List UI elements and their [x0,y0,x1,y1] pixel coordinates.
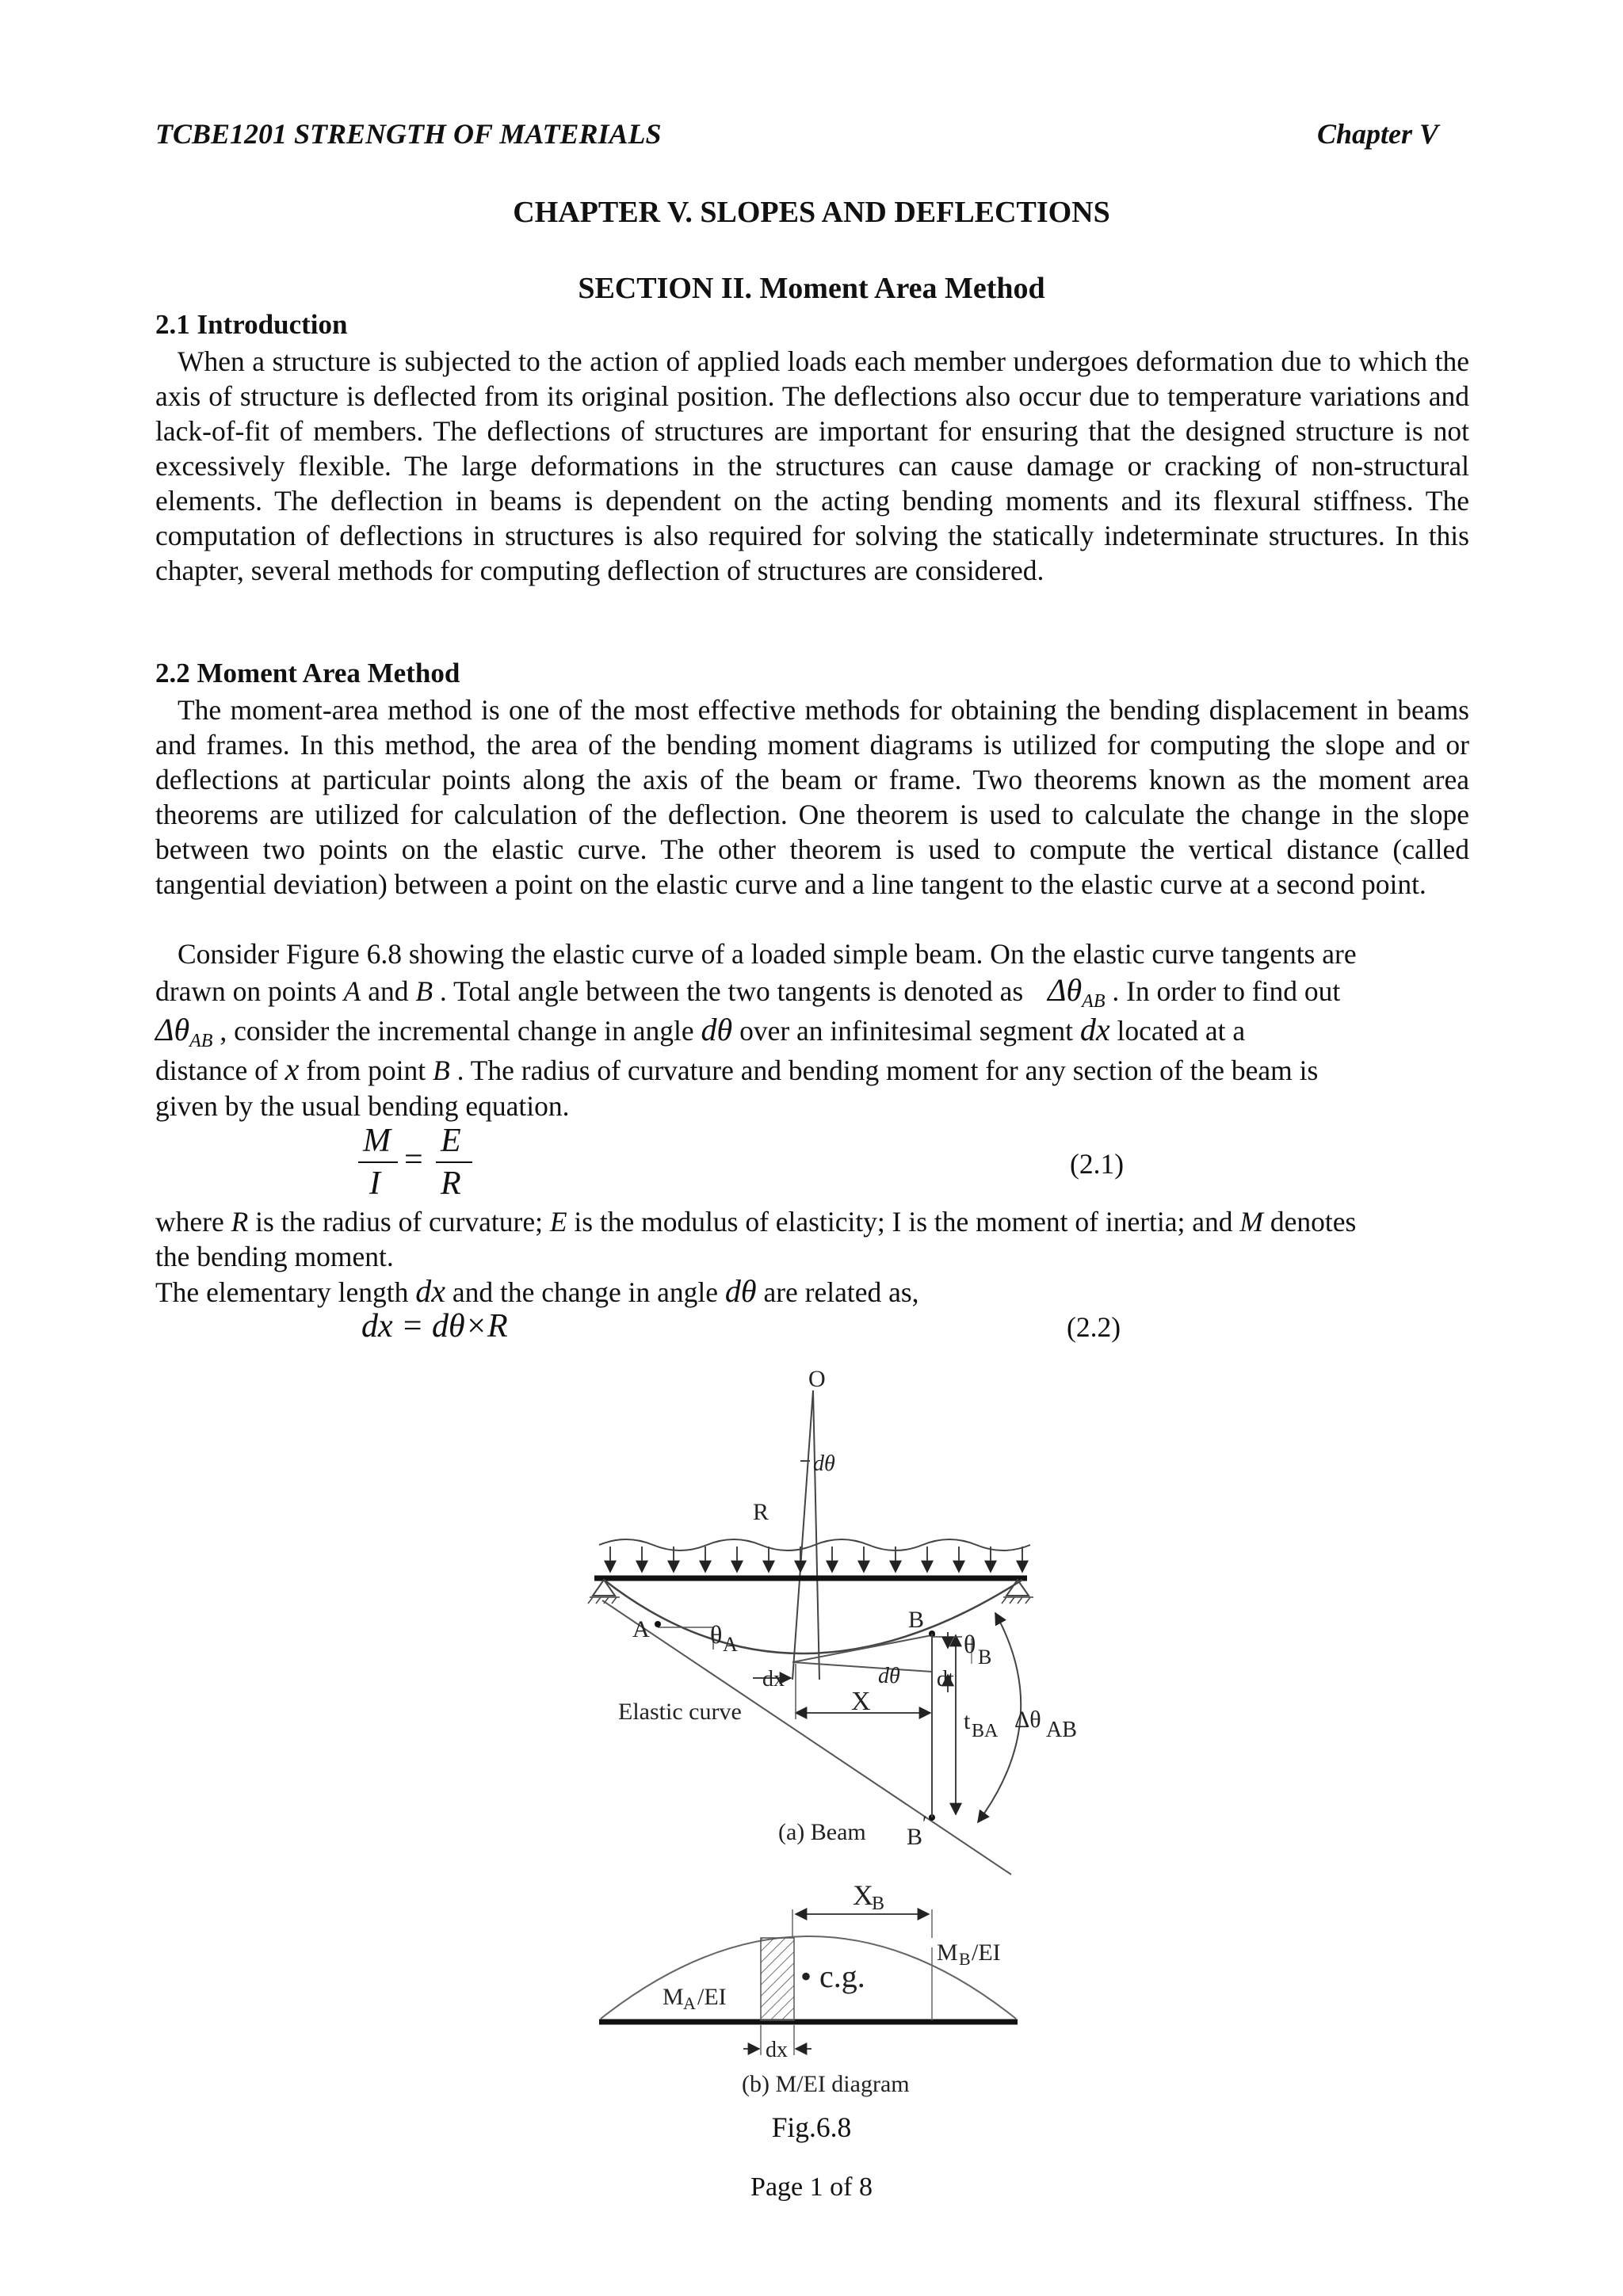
label-tba-sub: BA [972,1721,999,1741]
para2-text: . Total angle between the two tangents is denoted as [433,975,1031,1007]
where-text: denotes [1262,1206,1357,1238]
label-ma: M [663,1984,684,2010]
where-text: is the modulus of elasticity; I is the moment of inertia; and [567,1206,1240,1238]
label-theta-a: θ [710,1620,723,1649]
moment-area-paragraph: The moment-area method is one of the most effective methods for obtaining the bending displacement in beams and frames. In this method, the area of the bending moment diagrams is utilized for computing the slope and or deflections at particular points along the axis of the beam or frame. Two theorems known as the moment area theorems are utilized for calculation of the deflection. One theorem is used to calculate the change in the slope between two points on the elastic curve. The other theorem is used to compute the vertical distance (called tangential deviation) between a point on the elastic curve and a line tangent to the elastic curve at a second point. [155,694,1469,900]
delta-theta-symbol: Δθ [1048,972,1083,1008]
figure-caption: Fig.6.8 [771,2111,852,2143]
label-mb: M [937,1939,958,1966]
label-xb-sub: B [872,1894,885,1914]
radius-line-right [813,1390,819,1680]
label-elastic-curve: Elastic curve [618,1699,742,1725]
point-b-text: B [415,975,433,1007]
label-xb: X [853,1879,873,1911]
elem-text: The elementary length [155,1276,416,1308]
elastic-curve [604,1580,1022,1653]
dtheta-symbol: dθ [701,1012,733,1047]
para2-text: and [361,975,416,1007]
label-delta-theta-ab-sub: AB [1046,1718,1077,1742]
where-e: E [549,1206,567,1238]
equation-2-2: dx = dθ×R [361,1308,508,1344]
label-b: B [908,1607,925,1633]
elem-text: and the change in angle [445,1276,725,1308]
radius-line-left [792,1390,813,1680]
dx-strip [761,1938,794,2020]
label-cg: • c.g. [800,1958,865,1994]
label-r: R [753,1499,769,1525]
label-theta-b-sub: B [978,1646,992,1669]
label-dx: dx [762,1667,785,1691]
dx-symbol: dx [415,1273,446,1309]
label-theta-b: θ [964,1630,976,1658]
label-dtheta-top: dθ [813,1451,835,1476]
point-b-text: B [433,1055,450,1086]
para2-text: over an infinitesimal segment [732,1015,1080,1047]
para2-text: . The radius of curvature and bending moment for any section of the beam is [449,1055,1319,1086]
para2-text: . In order to find out [1105,975,1341,1007]
header-chapter: Chapter V [1317,118,1439,150]
delta-theta-subscript: AB [189,1031,213,1052]
para2-text: , consider the incremental change in angle [212,1015,701,1047]
eq1-equals: = [404,1142,423,1178]
para2-text: located at a [1109,1015,1246,1047]
eq1-m: M [363,1123,391,1159]
para2-text: distance of [155,1055,285,1086]
where-text: is the radius of curvature; [248,1206,550,1238]
page-footer: Page 1 of 8 [750,2172,873,2202]
point-a-dot [655,1621,661,1627]
where-r: R [231,1206,249,1238]
label-mb-tail: /EI [972,1939,1001,1966]
label-dt: dt [937,1667,954,1691]
section-title: SECTION II. Moment Area Method [578,272,1045,305]
label-ma-tail: /EI [697,1984,727,2010]
where-line2: the bending moment. [155,1241,394,1272]
label-dtheta-mid: dθ [878,1664,900,1688]
para2-line1-text: Consider Figure 6.8 showing the elastic curve of a loaded simple beam. On the elastic curve tangents are [178,938,1357,970]
para2-text: from point [299,1055,433,1086]
label-mb-sub: B [959,1949,971,1969]
delta-theta-subscript: AB [1082,991,1106,1013]
moment-area-heading: 2.2 Moment Area Method [155,658,460,688]
eq2-number: (2.2) [1067,1311,1121,1343]
para2-text: drawn on points [155,975,344,1007]
support-hatching [588,1597,1033,1604]
label-a: A [632,1616,650,1642]
eq1-number: (2.1) [1070,1148,1125,1180]
label-x: X [851,1687,871,1716]
point-a-text: A [343,975,361,1007]
where-m: M [1239,1206,1263,1238]
intro-heading: 2.1 Introduction [155,309,348,340]
label-o: O [808,1366,826,1392]
dx-symbol: dx [1079,1012,1110,1047]
tangent-at-b [792,1635,932,1662]
left-support [593,1580,615,1596]
chord-line [792,1662,932,1672]
label-mei-caption: (b) M/EI diagram [742,2071,910,2097]
label-b-prime: B [907,1824,923,1850]
label-ma-sub: A [683,1993,696,2013]
where-text: where [155,1206,231,1238]
label-beam-caption: (a) Beam [778,1819,866,1845]
x-symbol: x [285,1051,300,1087]
elem-text: are related as, [756,1276,919,1308]
eq1-i: I [369,1165,380,1202]
eq1-e: E [441,1123,461,1159]
label-delta-theta-ab: Δθ [1014,1707,1041,1733]
label-tba: t [964,1708,971,1734]
eq1-r: R [441,1165,461,1202]
para2-line5: given by the usual bending equation. [155,1090,570,1122]
distributed-load-line [599,1539,1030,1550]
label-prime: ′ [922,1812,927,1835]
label-dx-bottom: dx [766,2038,788,2062]
header-course: TCBE1201 STRENGTH OF MATERIALS [155,118,662,150]
dtheta-symbol: dθ [724,1273,757,1309]
label-theta-a-sub: A [723,1633,738,1656]
delta-theta-symbol: Δθ [155,1012,190,1047]
chapter-title: CHAPTER V. SLOPES AND DEFLECTIONS [513,196,1110,229]
intro-paragraph: When a structure is subjected to the action of applied loads each member undergoes deformation due to which the axis of structure is deflected from its original position. The deflections also occur due to temperature variations and lack-of-fit of members. The deflections of structures are important for ensuring that the designed structure is not excessively flexible. The large deformations in the structures can cause damage or cracking of non-structural elements. The deflection in beams is dependent on the acting bending moments and its flexural stiffness. The computation of deflections in structures is also required for solving the statically indeterminate structures. In this chapter, several methods for computing deflection of structures are considered. [155,345,1469,586]
